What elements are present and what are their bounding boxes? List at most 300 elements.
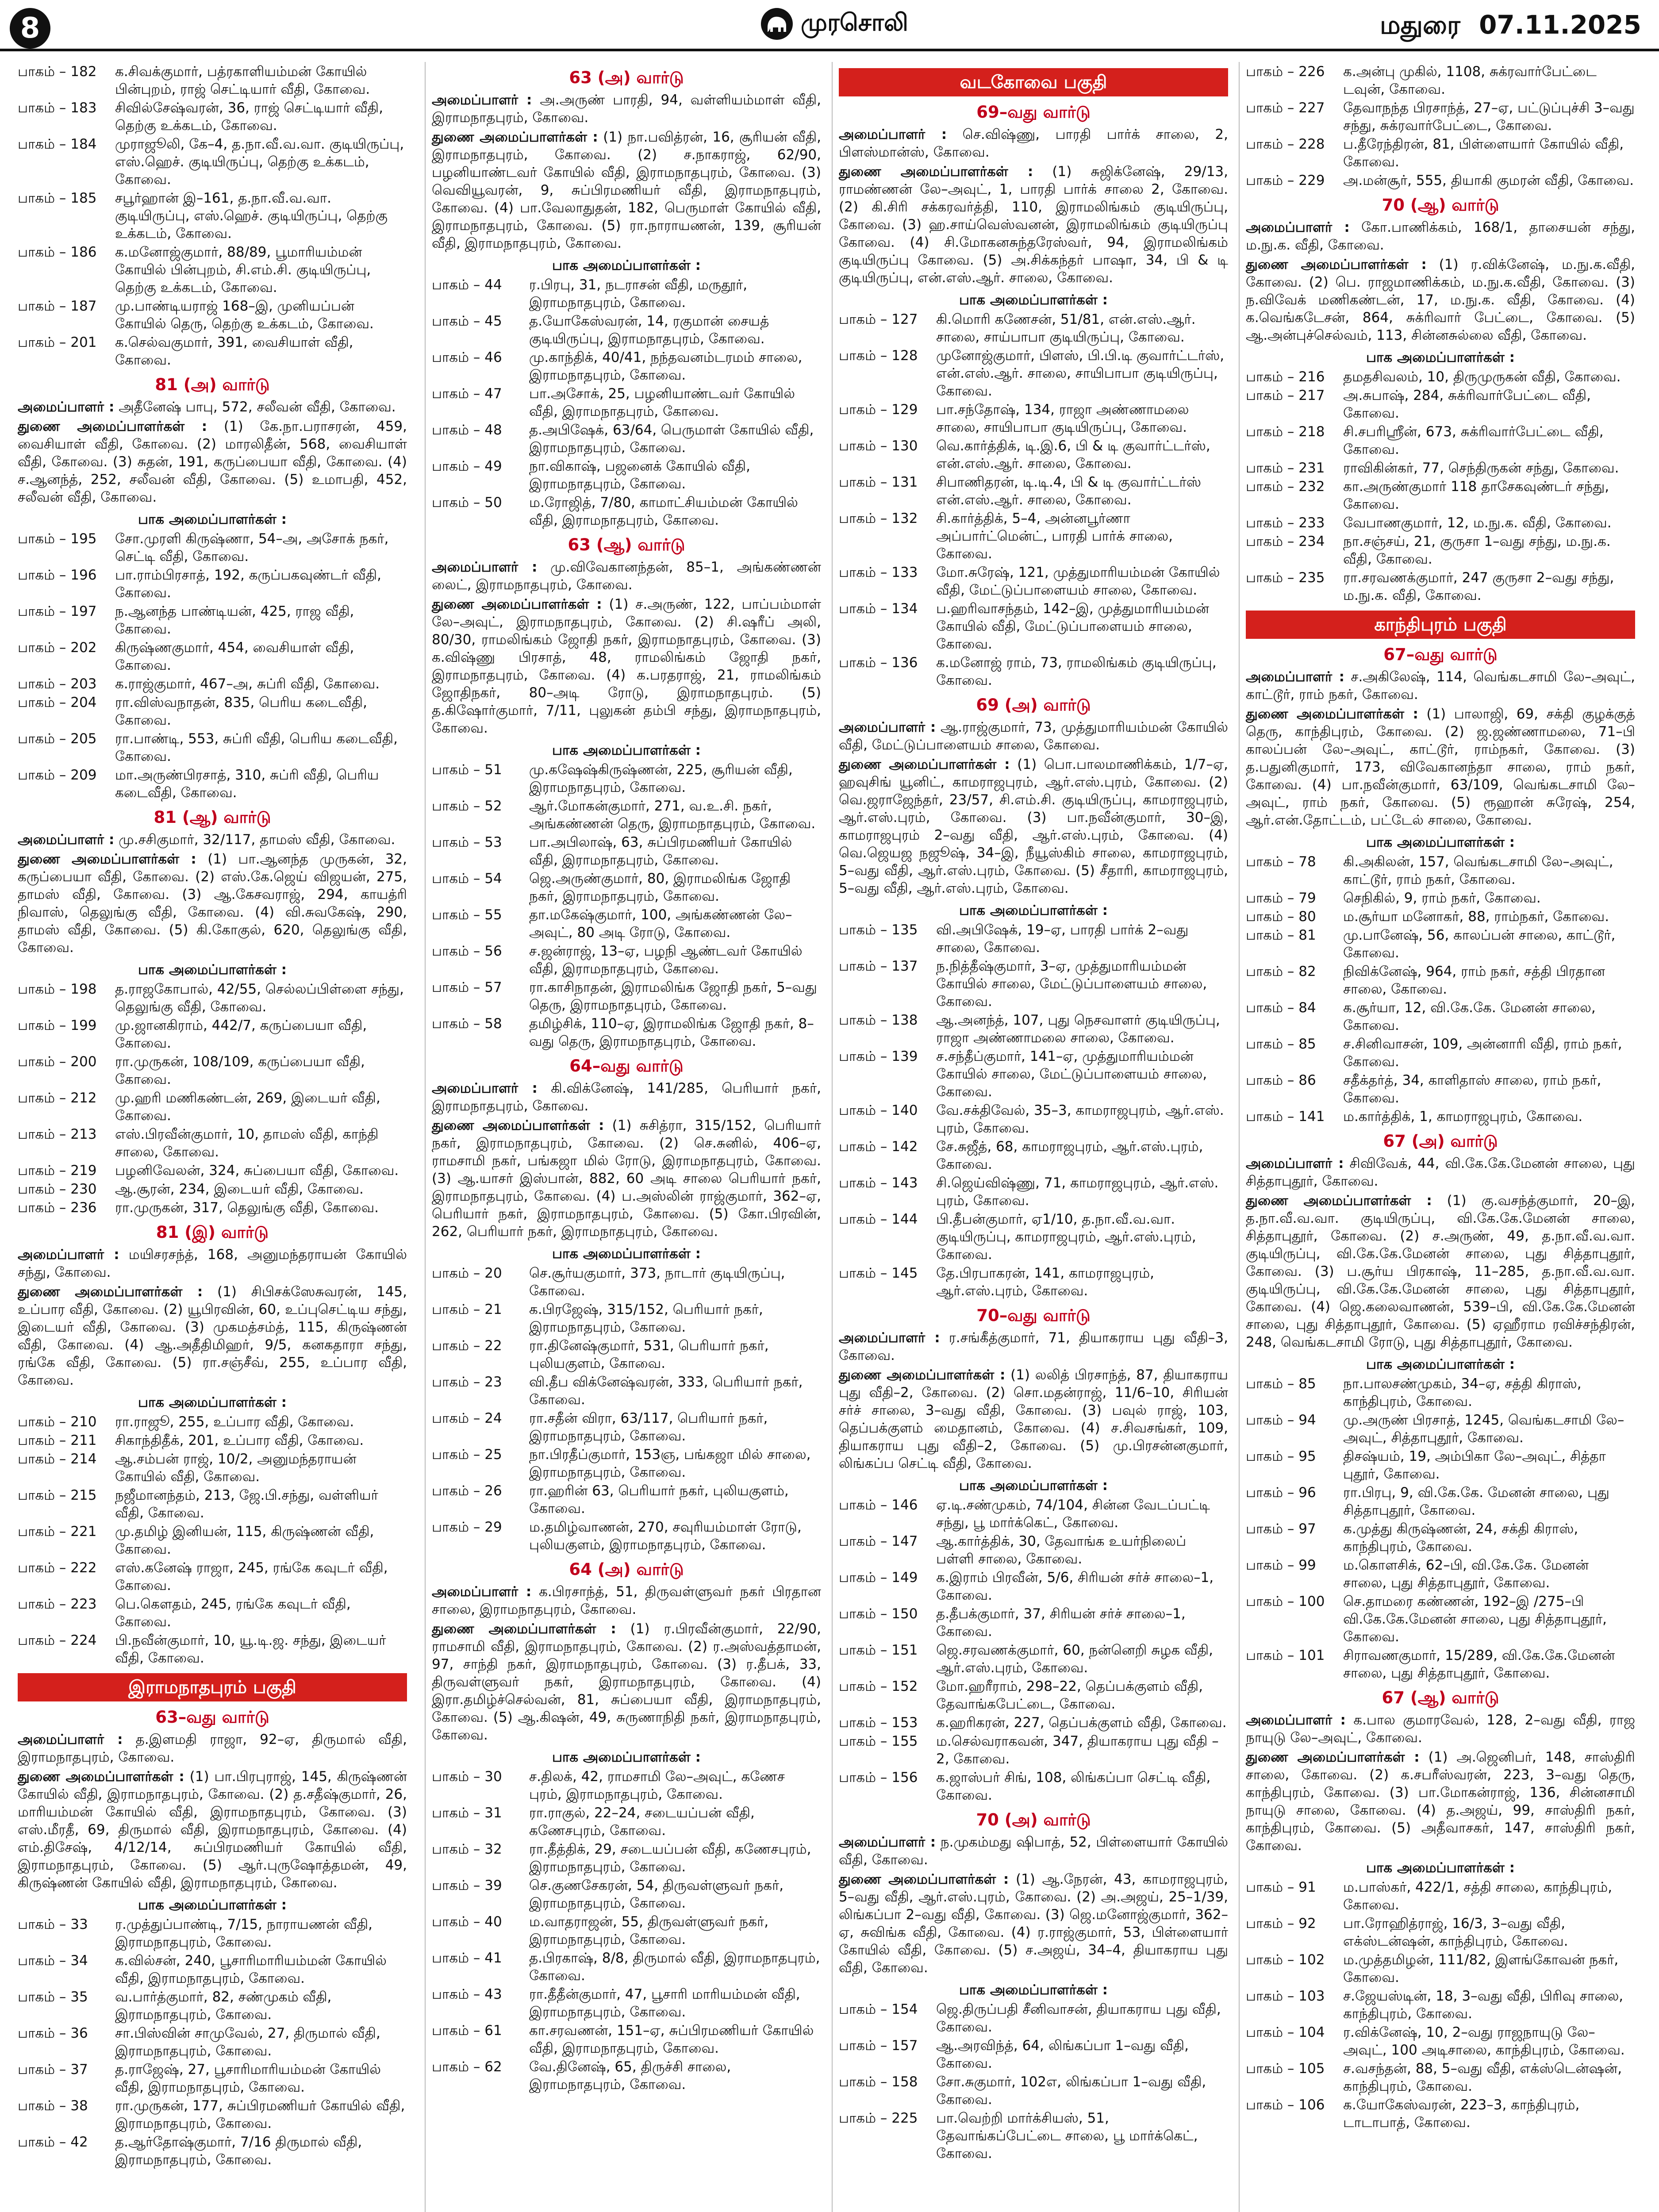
booth-row (18, 2097, 407, 2132)
booth-organisers-heading: பாக அமைப்பாளர்கள் : (959, 292, 1108, 308)
booth-row (18, 2133, 407, 2169)
booth-organiser: வேபாணகுமார், 12, ம.நு.க. வீதி, கோவை. (1343, 515, 1612, 531)
booth-row (18, 334, 407, 369)
booth-row (18, 603, 407, 638)
booth-row (839, 1496, 1228, 1532)
booth-number: பாகம் – 47 (432, 386, 502, 402)
booth-number: பாகம் – 45 (432, 313, 502, 329)
booth-organiser: ச.வசந்தன், 88, 5–வது வீதி, எக்ஸ்டென்ஷன், காந்திபுரம், கோவை. (1343, 2061, 1622, 2094)
booth-row (1246, 135, 1635, 171)
booth-row (1246, 423, 1635, 458)
booth-organisers-heading: பாக அமைப்பாளர்கள் : (1366, 1356, 1515, 1372)
organiser-role: அமைப்பாளர் : (432, 92, 532, 108)
booth-row (18, 1988, 407, 2024)
booth-row (839, 347, 1228, 400)
booth-organiser: க.ஜாஸ்பர் சிங், 108, லிங்கப்பா செட்டி வீதி, கோவை. (936, 1770, 1211, 1803)
booth-number: பாகம் – 223 (18, 1596, 97, 1612)
organiser-role: அமைப்பாளர் : (432, 1080, 538, 1096)
booth-row (18, 243, 407, 296)
masthead (761, 6, 908, 42)
organiser-entry (432, 595, 821, 737)
booth-row (18, 1053, 407, 1088)
booth-organiser: த.ஆர்தோஷ்குமார், 7/16 திருமால் வீதி, இராமநாதபுரம், கோவை. (115, 2134, 362, 2168)
booth-number: பாகம் – 147 (839, 1533, 918, 1549)
booth-row (18, 1199, 407, 1217)
booth-number: பாகம் – 234 (1246, 534, 1325, 549)
column-1 (18, 62, 407, 2212)
booth-number: பாகம் – 210 (18, 1414, 97, 1430)
booth-row (18, 530, 407, 565)
booth-organiser: தே.பிரபாகரன், 141, காமராஜபுரம், ஆர்.எஸ்.புரம், கோவை. (936, 1265, 1155, 1299)
booth-row (432, 2058, 821, 2093)
booth-row (839, 1210, 1228, 1263)
organiser-role: அமைப்பாளர் : (1246, 669, 1344, 685)
booth-organiser: ச.சினிவாசன், 109, அன்னாரி வீதி, ராம் நகர், கோவை. (1343, 1036, 1622, 1070)
organiser-details: (1) ர.விக்னேஷ், ம.நு.க.வீதி, கோவை. (2) பெ. ராஜமாணிக்கம், ம.நு.க.வீதி, கோவை. (3) ந.விவேக் மணிகண்டன், 17, ம.நு.க. வீதி, கோவை. (4) க.வெங்கடேசன், 864, சுக்ரிவார் பேட்டை, கோவை. (5) ஆ.அன்புச்செல்வம், 113, சின்னசுல்லை வீதி, கோவை. (1246, 257, 1635, 343)
booth-row (18, 1952, 407, 1987)
booth-number: பாகம் – 150 (839, 1606, 918, 1622)
booth-organiser: த.தீபக்குமார், 37, சிரியன் சர்ச் சாலை–1, கோவை. (936, 1606, 1186, 1640)
booth-number: பாகம் – 142 (839, 1139, 918, 1155)
booth-number: பாகம் – 86 (1246, 1072, 1316, 1088)
booth-number: பாகம் – 195 (18, 531, 97, 547)
booth-number: பாகம் – 96 (1246, 1485, 1316, 1501)
booth-organisers-heading: பாக அமைப்பாளர்கள் : (138, 1897, 287, 1913)
organiser-details: (1) கே.நா.பராசரன், 459, வைசியாள் வீதி, கோவை. (2) மாரலிதீன், 568, வைசியாள் வீதி, கோவை. (3) சுதன், 191, கருப்பையா வீதி, கோவை. (4) ச.ஆனந்த், 252, சலீவன் வீதி, கோவை. (5) உமாபதி, 452, சலீவன் வீதி, கோவை. (18, 419, 407, 505)
booth-organiser: ர.முத்துப்பாண்டி, 7/15, நாராயணன் வீதி, இராமநாதபுரம், கோவை. (115, 1916, 373, 1950)
booth-number: பாகம் – 140 (839, 1102, 918, 1118)
ward-heading: 67 (ஆ) வார்டு (1382, 1688, 1499, 1707)
booth-number: பாகம் – 24 (432, 1410, 502, 1426)
booth-number: பாகம் – 48 (432, 422, 502, 438)
organiser-entry (432, 1117, 821, 1240)
booth-number: பாகம் – 141 (1246, 1109, 1325, 1125)
booth-number: பாகம் – 199 (18, 1018, 97, 1033)
booth-organiser: சா.பிஸ்வின் சாமுவேல், 27, திருமால் வீதி, இராமநாதபுரம், கோவை. (115, 2025, 380, 2059)
booth-number: பாகம் – 137 (839, 958, 918, 974)
booth-organiser: க.பிரஜேஷ், 315/152, பெரியார் நகர், இராமநாதபுரம், கோவை. (529, 1302, 763, 1335)
booth-number: பாகம் – 231 (1246, 460, 1325, 476)
booth-number: பாகம் – 35 (18, 1989, 88, 2005)
booth-organiser: மு.கஷேஷ்கிருஷ்ணன், 225, சூரியன் வீதி, இராமநாதபுரம், கோவை. (529, 762, 793, 795)
booth-number: பாகம் – 134 (839, 601, 918, 617)
booth-organiser: செ.குணசேகரன், 54, திருவள்ளுவர் நகர், இராமநாதபுரம், கோவை. (529, 1878, 784, 1911)
booth-number: பாகம் – 29 (432, 1519, 502, 1535)
booth-number: பாகம் – 235 (1246, 570, 1325, 586)
booth-organiser: ம.வாதராஜன், 55, திருவள்ளுவர் நகர், இராமநாதபுரம், கோவை. (529, 1914, 769, 1947)
booth-organisers-heading: பாக அமைப்பாளர்கள் : (1366, 1860, 1515, 1876)
organiser-entry (1246, 256, 1635, 344)
booth-number: பாகம் – 31 (432, 1805, 502, 1821)
booth-organiser: ஏ.டி.சண்முகம், 74/104, சின்ன வேடப்பட்டி சந்து, பூ மார்க்கெட், கோவை. (936, 1497, 1210, 1531)
booth-organiser: ரா.சரவணக்குமார், 247 குருசா 2–வது சந்து, ம.நு.க. வீதி, கோவை. (1343, 570, 1614, 603)
booth-number: பாகம் – 58 (432, 1016, 502, 1032)
booth-number: பாகம் – 57 (432, 979, 502, 995)
booth-row (432, 870, 821, 905)
organiser-role: துணை அமைப்பாளர்கள் : (432, 1118, 604, 1133)
booth-organiser: அ.மன்சூர், 555, தியாகி குமரன் வீதி, கோவை. (1343, 173, 1634, 188)
booth-number: பாகம் – 104 (1246, 2024, 1325, 2040)
booth-organiser: பெ.கெளதம், 245, ரங்கே கவுடர் வீதி, கோவை. (115, 1596, 351, 1630)
booth-organiser: திசஷ்யம், 19, அம்பிகா லே–அவுட், சித்தா புதூர், கோவை. (1343, 1448, 1606, 1482)
booth-number: பாகம் – 95 (1246, 1448, 1316, 1464)
booth-organiser: க.சூர்யா, 12, வி.கே.கே. மேனன் சாலை, கோவை. (1343, 1000, 1596, 1033)
organiser-entry (1246, 1711, 1635, 1747)
booth-number: பாகம் – 132 (839, 511, 918, 526)
booth-row (18, 1125, 407, 1161)
booth-row (1246, 2060, 1635, 2095)
booth-organiser: ஜெ.திருப்பதி சீனிவாசன், தியாகராய புது வீதி, கோவை. (936, 2001, 1221, 2035)
booth-row (839, 921, 1228, 956)
booth-number: பாகம் – 78 (1246, 854, 1316, 870)
booth-organiser: முராஜூலி, கே–4, த.நா.வீ.வ.வா. குடியிருப்பு, எஸ்.ஹெச். குடியிருப்பு, தெற்கு உக்கடம், கோவை. (115, 136, 404, 188)
organiser-role: அமைப்பாளர் : (432, 1584, 532, 1600)
booth-number: பாகம் – 32 (432, 1841, 502, 1857)
booth-organiser: மு.ஜானகிராம், 442/7, கருப்பையா வீதி, கோவை. (115, 1018, 367, 1051)
booth-row (432, 761, 821, 796)
booth-number: பாகம் – 85 (1246, 1376, 1316, 1392)
booth-organiser: பா.அசோக், 25, பழனியாண்டவர் கோயில் வீதி, இராமநாதபுரம், கோவை. (529, 386, 795, 419)
booth-number: பாகம் – 222 (18, 1560, 97, 1576)
organiser-details: (1) சுசித்ரா, 315/152, பெரியார் நகர், இராமநாதபுரம், கோவை. (2) செ.சுனில், 406–ஏ, ராமசாமி நகர், பங்கஜா மில் ரோடு, இராமநாதபுரம், கோவை. (3) ஆ.யாசர் இஸ்பான், 882, 60 அடி சாலை பெரியார் நகர், இராமநாதபுரம், கோவை. (4) ப.அஸ்லின் ராஜ்குமார், 362–ஏ, பெரியார் நகர், இராமநாதபுரம், கோவை. (5) கோ.பிரவின், 262, பெரியார் நகர், இராமநாதபுரம், கோவை. (432, 1118, 821, 1240)
booth-number: பாகம் – 131 (839, 474, 918, 490)
booth-row (839, 1769, 1228, 1804)
booth-row (18, 1450, 407, 1486)
organiser-role: துணை அமைப்பாளர்கள் : (1246, 706, 1418, 722)
booth-organiser: சிராவணகுமார், 15/289, வி.கே.கே.மேனன் சாலை, புது சித்தாபுதூர், கோவை. (1343, 1647, 1615, 1681)
booth-organiser: தமிழ்சிக், 110–ஏ, இராமலிங்க ஜோதி நகர், 8–வது தெரு, இராமநாதபுரம், கோவை. (529, 1016, 814, 1049)
booth-organisers-heading: பாக அமைப்பாளர்கள் : (1366, 349, 1515, 365)
booth-number: பாகம் – 151 (839, 1642, 918, 1658)
booth-organiser: கி.அகிலன், 157, வெங்கடசாமி லே–அவுட், காட்டூர், ராம் நகர், கோவை. (1343, 854, 1613, 887)
booth-organiser: ரா.தினேஷ்குமார், 531, பெரியார் நகர், புலியகுளம், கோவை. (529, 1338, 769, 1371)
booth-number: பாகம் – 144 (839, 1211, 918, 1227)
booth-row (432, 942, 821, 978)
booth-row (839, 1605, 1228, 1640)
booth-organiser: பா.ராம்பிரசாத், 192, கருப்பகவுண்டர் வீதி, கோவை. (115, 567, 381, 601)
booth-row (18, 1413, 407, 1431)
booth-organiser: ம.கொளசிக், 62–பி, வி.கே.கே. மேனன் சாலை, புது சித்தாபுதூர், கோவை. (1343, 1557, 1589, 1591)
booth-number: பாகம் – 219 (18, 1163, 97, 1179)
booth-row (839, 473, 1228, 509)
booth-row (1246, 99, 1635, 134)
booth-organiser: மு.ஹரி மணிகண்டன், 269, இடையர் வீதி, கோவை. (115, 1090, 380, 1124)
organiser-role: அமைப்பாளர் : (839, 1330, 940, 1346)
booth-number: பாகம் – 80 (1246, 909, 1316, 925)
booth-number: பாகம் – 42 (18, 2134, 88, 2150)
booth-organiser: ரா.தீதீன்குமார், 47, பூசாரி மாரியம்மன் வீதி, இராமநாதபுரம், கோவை. (529, 1986, 800, 2020)
booth-row (432, 1518, 821, 1554)
booth-row (18, 1559, 407, 1594)
booth-number: பாகம் – 183 (18, 100, 97, 116)
booth-number: பாகம் – 136 (839, 655, 918, 671)
booth-number: பாகம் – 49 (432, 458, 502, 474)
booth-organiser: பா.ரோஹித்ராஜ், 16/3, 3–வது வீதி, எக்ஸ்டன்ஷன், காந்திபுரம், கோவை. (1343, 1916, 1568, 1949)
booth-row (432, 906, 821, 941)
booth-row (1246, 963, 1635, 998)
column-2 (425, 62, 821, 2212)
booth-organiser: பா.அபிலாஷ், 63, சுப்பிரமணியர் கோயில் வீதி, இராமநாதபுரம், கோவை. (529, 834, 792, 868)
booth-organiser: ஆ.அரவிந்த், 64, லிங்கப்பா 1–வது வீதி, கோவை. (936, 2038, 1189, 2071)
booth-organiser: ரா.ராஜூ, 255, உப்பார வீதி, கோவை. (115, 1414, 354, 1430)
booth-number: பாகம் – 99 (1246, 1557, 1316, 1573)
booth-row (432, 494, 821, 529)
booth-organiser: ம.கார்த்திக், 1, காமராஜபுரம், கோவை. (1343, 1109, 1583, 1125)
organiser-role: துணை அமைப்பாளர்கள் : (432, 1621, 616, 1637)
booth-row (1246, 1035, 1635, 1071)
booth-organiser: க.இராம் பிரவீன், 5/6, சிரியன் சர்ச் சாலை–1, கோவை. (936, 1570, 1214, 1603)
booth-row (1246, 1593, 1635, 1646)
ward-heading: 69 (அ) வார்டு (976, 695, 1091, 714)
booth-row (839, 2109, 1228, 2162)
booth-organiser: பழனிவேலன், 324, சுப்பையா வீதி, கோவை. (115, 1163, 399, 1179)
booth-number: பாகம் – 85 (1246, 1036, 1316, 1052)
booth-organiser: வி.அபிஷேக், 19–ஏ, பாரதி பார்க் 2–வது சாலை, கோவை. (936, 922, 1189, 956)
booth-row (839, 957, 1228, 1010)
booth-row (432, 421, 821, 457)
ward-heading: 69–வது வார்டு (976, 103, 1091, 122)
booth-row (18, 1162, 407, 1179)
organiser-entry (1246, 1192, 1635, 1351)
organiser-details: மு.சசிகுமார், 32/117, தாமஸ் வீதி, கோவை. (119, 832, 396, 848)
booth-row (18, 1089, 407, 1125)
column-4 (1239, 62, 1635, 2212)
booth-number: பாகம் – 221 (18, 1524, 97, 1540)
organiser-details: (1) நா.பவித்ரன், 16, சூரியன் வீதி, இராமநாதபுரம், கோவை. (2) ச.நாகராஜ், 62/90, பழனியாண்டவர் கோயில் வீதி, இராமநாதபுரம், கோவை. (3) வெவியூவரன், 9, சுப்பிரமணியர் வீதி, இராமநாதபுரம், கோவை. (4) பா.வேலாதுதன், 182, பெருமாள் கோயில் வீதி, இராமநாதபுரம், கோவை. (5) ரா.நாராயணன், 139, சூரியன் வீதி, இராமநாதபுரம், கோவை. (432, 129, 821, 251)
organiser-details: மு.விவேகானந்தன், 85–1, அங்கண்ணன் லைட், இராமநாதபுரம், கோவை. (432, 559, 821, 593)
organiser-entry (432, 1079, 821, 1115)
booth-number: பாகம் – 196 (18, 567, 97, 583)
booth-row (18, 980, 407, 1016)
booth-organisers-heading: பாக அமைப்பாளர்கள் : (138, 1394, 287, 1410)
organiser-role: துணை அமைப்பாளர்கள் : (839, 1367, 1006, 1383)
booth-number: பாகம் – 41 (432, 1950, 502, 1966)
booth-row (18, 297, 407, 333)
organiser-role: அமைப்பாளர் : (839, 1834, 936, 1850)
ward-heading: 67 (அ) வார்டு (1383, 1132, 1498, 1151)
booth-organiser: ரா.காசிநாதன், இராமலிங்க ஜோதி நகர், 5–வது தெரு, இராமநாதபுரம், கோவை. (529, 979, 817, 1013)
booth-row (432, 1913, 821, 1948)
booth-row (839, 1732, 1228, 1768)
booth-number: பாகம் – 232 (1246, 479, 1325, 495)
booth-number: பாகம் – 216 (1246, 369, 1325, 385)
booth-organiser: ரா.முருகன், 317, தெலுங்கு வீதி, கோவை. (115, 1200, 379, 1216)
booth-organiser: ச.சந்தீப்குமார், 141–ஏ, முத்துமாரியம்மன் கோயில் சாலை, மேட்டுப்பாளையம் சாலை, கோவை. (936, 1048, 1207, 1100)
organiser-role: துணை அமைப்பாளர்கள் : (432, 129, 598, 145)
booth-row (432, 1768, 821, 1803)
booth-number: பாகம் – 204 (18, 695, 97, 710)
booth-number: பாகம் – 212 (18, 1090, 97, 1106)
booth-row (839, 1138, 1228, 1173)
booth-organiser: செ.சூர்யகுமார், 373, நாடார் குடியிருப்பு, கோவை. (529, 1265, 785, 1299)
ward-heading: 67–வது வார்டு (1383, 645, 1498, 664)
organiser-details: (1) சிபிசக்ஸேசுவரன், 145, உப்பார வீதி, கோவை. (2) யூபிரவின், 60, உப்புசெட்டிய சந்து, இடையர் வீதி, கோவை. (3) முகமத்சம்த், 115, கிருஷ்ணன் வீதி, கோவை. (4) ஆ.அதீதிமிஹர், 9/5, கனகதாரா சந்து, ரங்கே வீதி, கோவை. (5) ரா.சஞ்சீவ், 255, உப்பார வீதி, கோவை. (18, 1284, 407, 1388)
organiser-role: துணை அமைப்பாளர்கள் : (1246, 257, 1427, 273)
organiser-details: (1) கு.வசந்த்குமார், 20–இ, த.நா.வீ.வ.வா. குடியிருப்பு, வி.கே.கே.மேனன் சாலை, சித்தாபுதூர், கோவை. (2) ச.அருண், 49, த.நா.வீ.வ.வா. குடியிருப்பு, வி.கே.கே.மேனன் சாலை, புது சித்தாபுதூர், கோவை. (3) ப.சூர்ய பிரகாஷ், 11–285, த.நா.வீ.வ.வா. குடியிருப்பு, வி.கே.கே.மேனன் சாலை, புது சித்தாபுதூர், கோவை. (4) ஜெ.கலைவாணன், 539–பி, வி.கே.கே.மேனன் சாலை, புது சித்தாபுதூர், கோவை. (5) ஏஹீராம ரவிச்சந்திரன், 248, வெங்கடசாமி ரோடு, புது சித்தாபுதூர், கோவை. (1246, 1193, 1635, 1350)
booth-row (1246, 1375, 1635, 1410)
booth-number: பாகம் – 205 (18, 731, 97, 747)
booth-number: பாகம் – 156 (839, 1770, 918, 1786)
booth-organiser: முனோஜ்குமார், பிளஸ், பி.பி.டி குவார்ட்டர்ஸ், என்.எஸ்.ஆர். சாலை, சாயிபாபா குடியிருப்பு, கோவை. (936, 348, 1225, 399)
booth-organiser: தமதசிவலம், 10, திருமுருகன் வீதி, கோவை. (1343, 369, 1621, 385)
booth-organiser: ரா.ஹரின் 63, பெரியார் நகர், புலியகுளம், கோவை. (529, 1483, 789, 1517)
booth-number: பாகம் – 82 (1246, 964, 1316, 979)
booth-row (432, 1301, 821, 1336)
booth-organiser: சிகாந்திதீக், 201, உப்பார வீதி, கோவை. (115, 1432, 364, 1448)
booth-row (839, 1264, 1228, 1300)
booth-row (18, 63, 407, 98)
booth-organiser: ச.ஜன்ராஜ், 13–ஏ, பழநி ஆண்டவர் கோயில் வீதி, இராமநாதபுரம், கோவை. (529, 943, 803, 977)
column-3 (832, 62, 1228, 2212)
booth-row (432, 1985, 821, 2021)
organiser-details: அதீனேஷ் பாபு, 572, சலீவன் வீதி, கோவை. (119, 399, 396, 415)
booth-organiser: மு.பாண்டியராஜ் 168–இ, முனியப்பன் கோயில் தெரு, தெற்கு உக்கடம், கோவை. (115, 298, 374, 332)
organiser-details: (1) ஆ.நேரன், 43, காமராஜபுரம், 5–வது வீதி, ஆர்.எஸ்.புரம், கோவை. (2) அ.அஜய், 25–1/39, லிங்கப்பா 2–வது வீதி, கோவை. (3) ஜெ.மனோஜ்குமார், 362–ஏ, சுவிங்க வீதி, கோவை. (4) ர.ராஜ்குமார், 53, பிள்ளையார் கோயில் வீதி, கோவை. (5) ச.அஜய், 34–4, தியாகராய புது வீதி, கோவை. (839, 1871, 1228, 1976)
booth-organiser: ச.ஜேயஸ்டின், 18, 3–வது வீதி, பிரிவு சாலை, காந்திபுரம், கோவை. (1343, 1988, 1624, 2022)
booth-organiser: சிபாணிதரன், டி.டி.4, பி & டி குவார்ட்டர்ஸ் என்.எஸ்.ஆர். சாலை, கோவை. (936, 474, 1202, 508)
article-columns (18, 62, 1646, 2212)
booth-number: பாகம் – 21 (432, 1302, 502, 1317)
booth-row (432, 457, 821, 493)
booth-organiser: ரா.தீத்திக், 29, சடையப்பன் வீதி, கணேசபுரம், இராமநாதபுரம், கோவை. (529, 1841, 811, 1875)
booth-number: பாகம் – 129 (839, 402, 918, 418)
organiser-role: அமைப்பாளர் : (1246, 219, 1350, 235)
booth-row (18, 2024, 407, 2060)
booth-organisers-heading: பாக அமைப்பாளர்கள் : (552, 1749, 701, 1765)
booth-number: பாகம் – 40 (432, 1914, 502, 1930)
booth-organiser: தா.மகேஷ்குமார், 100, அங்கண்ணன் லே–அவுட், 80 அடி ரோடு, கோவை. (529, 907, 792, 941)
ward-heading: 81 (ஆ) வார்டு (154, 808, 271, 827)
booth-row (1246, 2096, 1635, 2131)
ward-heading: 81 (இ) வார்டு (156, 1223, 269, 1242)
booth-number: பாகம் – 51 (432, 762, 502, 778)
booth-organiser: ஆர்.மோகன்குமார், 271, வ.உ.சி. நகர், அங்கண்ணன் தெரு, இராமநாதபுரம், கோவை. (529, 798, 816, 832)
booth-organiser: கா.அருண்குமார் 118 தாசேகவுண்டர் சந்து, கோவை. (1343, 479, 1609, 512)
organiser-entry (18, 831, 407, 849)
organiser-role: துணை அமைப்பாளர்கள் : (839, 757, 1010, 772)
elephant-logo-icon (761, 8, 793, 40)
organiser-entry (1246, 668, 1635, 703)
booth-organiser: நா.சஞ்சய், 21, குருசா 1–வது சந்து, ம.நு.க. வீதி, கோவை. (1343, 534, 1611, 567)
booth-row (432, 1482, 821, 1517)
booth-organiser: நா.பாலசண்முகம், 34–ஏ, சத்தி கிராஸ், காந்திபுரம், கோவை. (1343, 1376, 1582, 1409)
booth-organiser: ஜெ.அருண்குமார், 80, இராமலிங்க ஜோதி நகர், இராமநாதபுரம், கோவை. (529, 871, 791, 904)
booth-row (839, 510, 1228, 563)
booth-organiser: க.மனோஜ் ராம், 73, ராமலிங்கம் குடியிருப்பு, கோவை. (936, 655, 1217, 688)
booth-organiser: மு.பானேஷ், 56, காலப்பன் சாலை, காட்டூர், கோவை. (1343, 927, 1616, 961)
organiser-details: (1) பா.ஆனந்த முருகன், 32, கருப்பையா வீதி, கோவை. (2) எஸ்.கே.ஜெய் விஜயன், 275, தாமஸ் வீதி, கோவை. (3) ஆ.கேசவராஜ், 294, காயத்ரி நிவாஸ், தெலுங்கு வீதி, கோவை. (4) வி.சுவகேஷ், 290, தாமஸ் வீதி, கோவை. (5) கி.கோகுல், 620, தெலுங்கு வீதி, கோவை. (18, 851, 407, 956)
booth-row (1246, 889, 1635, 907)
booth-row (1246, 172, 1635, 189)
organiser-role: அமைப்பாளர் : (1246, 1156, 1344, 1171)
booth-row (18, 639, 407, 674)
booth-row (839, 1714, 1228, 1732)
organiser-details: மயிசரசந்த், 168, அனுமந்தராயன் கோயில் சந்து, கோவை. (18, 1247, 407, 1280)
edition-city: மதுரை (1380, 10, 1460, 40)
booth-organiser: சதீக்தர்த், 34, காளிதாஸ் சாலை, ராம் நகர், கோவை. (1343, 1072, 1601, 1106)
booth-row (18, 694, 407, 729)
organiser-entry (1246, 219, 1635, 254)
booth-row (18, 189, 407, 242)
organiser-entry (839, 718, 1228, 754)
booth-organiser: க.யோகேஸ்வரன், 223–3, காந்திபுரம், டாடாபாத், கோவை. (1343, 2097, 1580, 2131)
booth-number: பாகம் – 130 (839, 438, 918, 454)
booth-organiser: ரா.பாண்டி, 553, சுப்ரி வீதி, பெரிய கடைவீதி, கோவை. (115, 731, 398, 764)
booth-number: பாகம் – 61 (432, 2023, 502, 2039)
booth-organiser: க.வில்சன், 240, பூசாரிமாரியம்மன் கோயில் வீதி, இராமநாதபுரம், கோவை. (115, 1953, 387, 1986)
booth-number: பாகம் – 102 (1246, 1952, 1325, 1968)
dateline (1380, 10, 1641, 43)
organiser-role: துணை அமைப்பாளர்கள் : (18, 419, 207, 434)
booth-organiser: செ.தாமரை கண்ணன், 192–இ /275–பி வி.கே.கே.மேனன் சாலை, புது சித்தாபுதூர், கோவை. (1343, 1594, 1607, 1645)
masthead-name: முரசொலி (801, 8, 908, 36)
booth-row (1246, 387, 1635, 422)
booth-organiser: க.அன்பு முகில், 1108, சுக்ரவார்பேட்டை டவுன், கோவை. (1343, 64, 1597, 97)
organiser-role: துணை அமைப்பாளர்கள் : (839, 1871, 1009, 1887)
booth-number: பாகம் – 215 (18, 1487, 97, 1503)
booth-organiser: நா.விகாஷ், பஜனைக் கோயில் வீதி, இராமநாதபுரம், கோவை. (529, 458, 750, 492)
booth-number: பாகம் – 155 (839, 1733, 918, 1749)
booth-organisers-heading: பாக அமைப்பாளர்கள் : (138, 962, 287, 978)
booth-row (839, 654, 1228, 689)
booth-organiser: க.செல்வகுமார், 391, வைசியாள் வீதி, கோவை. (115, 334, 353, 368)
booth-number: பாகம் – 149 (839, 1570, 918, 1586)
booth-number: பாகம் – 37 (18, 2062, 88, 2078)
booth-row (839, 311, 1228, 346)
booth-number: பாகம் – 105 (1246, 2061, 1325, 2077)
booth-organisers-heading: பாக அமைப்பாளர்கள் : (959, 1478, 1108, 1494)
booth-number: பாகம் – 52 (432, 798, 502, 814)
organiser-entry (839, 1366, 1228, 1472)
organiser-details: க.பிரசாந்த், 51, திருவள்ளுவர் நகர் பிரதான சாலை, இராமநாதபுரம், கோவை. (432, 1584, 821, 1617)
booth-organiser: நா.பிரதீப்குமார், 153ஞ, பங்கஜா மில் சாலை, இராமநாதபுரம், கோவை. (529, 1447, 811, 1480)
booth-organiser: க.சிவக்குமார், பத்ரகாளியம்மன் கோயில் பின்புறம், ராஜ் செட்டியார் வீதி, கோவை. (115, 64, 370, 97)
booth-row (18, 1632, 407, 1667)
booth-number: பாகம் – 225 (839, 2110, 918, 2126)
booth-row (839, 2037, 1228, 2072)
booth-number: பாகம் – 92 (1246, 1916, 1316, 1932)
booth-organiser: சி.ஜெய்விஷ்ணு, 71, காமராஜபுரம், ஆர்.எஸ். புரம், கோவை. (936, 1175, 1219, 1209)
booth-number: பாகம் – 54 (432, 871, 502, 887)
booth-row (1246, 1647, 1635, 1682)
booth-organiser: எஸ்.கனேஷ் ராஜா, 245, ரங்கே கவுடர் வீதி, கோவை. (115, 1560, 388, 1594)
ward-heading: 63 (ஆ) வார்டு (568, 535, 685, 554)
booth-organiser: ம.பாஸ்கர், 422/1, சத்தி சாலை, காந்திபுரம், கோவை. (1343, 1879, 1613, 1913)
booth-row (1246, 1448, 1635, 1483)
organiser-details: கி.விக்னேஷ், 141/285, பெரியார் நகர், இராமநாதபுரம், கோவை. (432, 1080, 821, 1114)
booth-organiser: ஜெ.சரவணக்குமார், 60, நன்னெறி சுழக வீதி, ஆர்.எஸ்.புரம், கோவை. (936, 1642, 1213, 1676)
booth-organiser: மோ.ஹரீராம், 298–22, தெப்பக்குளம் வீதி, தேவாங்கபேட்டை, கோவை. (936, 1678, 1203, 1712)
organiser-entry (18, 418, 407, 506)
booth-row (1246, 1484, 1635, 1519)
ward-heading: 64–வது வார்டு (569, 1056, 684, 1075)
booth-number: பாகம் – 187 (18, 298, 97, 314)
booth-row (839, 1048, 1228, 1101)
organiser-entry (18, 398, 407, 416)
booth-number: பாகம் – 33 (18, 1916, 88, 1932)
issue-date: 07.11.2025 (1479, 10, 1641, 40)
booth-number: பாகம் – 182 (18, 64, 97, 80)
booth-organiser: ப.ஹரிவாசந்தம், 142–இ, முத்துமாரியம்மன் கோயில் வீதி, மேட்டுப்பாளையம் சாலை, கோவை. (936, 601, 1210, 652)
booth-row (1246, 1071, 1635, 1107)
organiser-details: சிவிவேக், 44, வி.கே.கே.மேனன் சாலை, புது சித்தாபுதூர், கோவை. (1246, 1156, 1635, 1189)
booth-row (18, 2061, 407, 2096)
booth-organiser: அ.சுபாஷ், 284, சுக்ரிவார்பேட்டை வீதி, கோவை. (1343, 388, 1591, 421)
booth-number: பாகம் – 43 (432, 1986, 502, 2002)
booth-organiser: சி.சபரிஸ்ரீன், 673, சுக்ரிவார்பேட்டை வீதி, கோவை. (1343, 424, 1604, 457)
organiser-entry (432, 128, 821, 252)
booth-organiser: ர.பிரபு, 31, நடராசன் வீதி, மருதூர், இராமநாதபுரம், கோவை. (529, 277, 748, 311)
